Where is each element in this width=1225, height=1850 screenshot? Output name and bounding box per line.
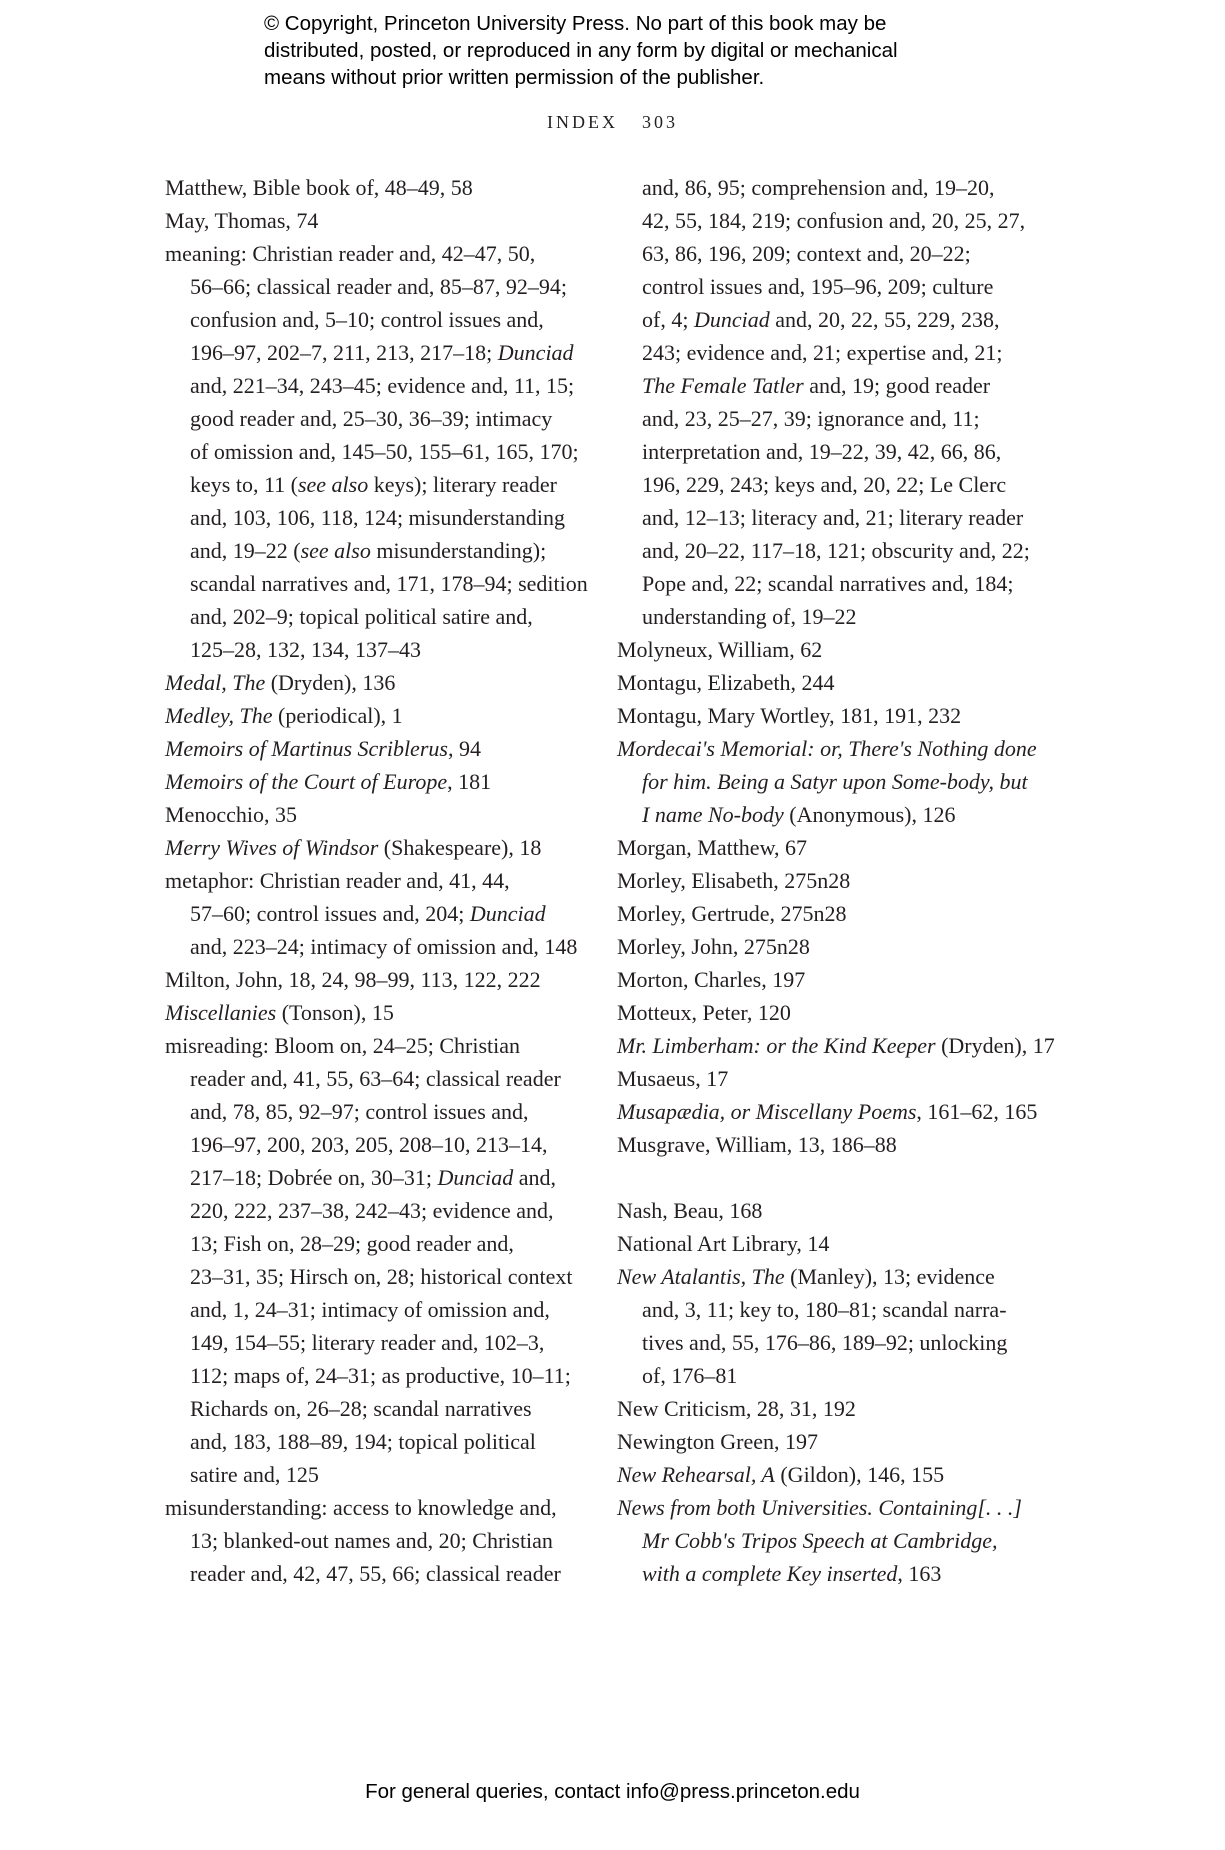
index-text: control issues and, 195–96, 209; culture — [642, 274, 994, 299]
index-text: metaphor: Christian reader and, 41, 44, — [165, 868, 510, 893]
index-text: interpretation and, 19–22, 39, 42, 66, 86, — [642, 439, 1002, 464]
index-text: (Dryden), 17 — [935, 1033, 1055, 1058]
index-text: misunderstanding: access to knowledge and, — [165, 1495, 557, 1520]
index-text: 13; blanked-out names and, 20; Christian — [190, 1528, 553, 1553]
index-line — [617, 666, 1055, 699]
italic-title: Memoirs of the Court of Europe — [165, 769, 448, 794]
index-line — [165, 1557, 588, 1590]
index-line — [617, 1260, 1055, 1293]
index-text: and, 202–9; topical political satire and, — [190, 604, 533, 629]
index-text: misreading: Bloom on, 24–25; Christian — [165, 1033, 521, 1058]
index-text: Menocchio, 35 — [165, 802, 297, 827]
italic-title: Medley, The — [165, 703, 273, 728]
index-text: reader and, 41, 55, 63–64; classical reader — [190, 1066, 561, 1091]
index-line — [165, 468, 588, 501]
index-line — [165, 1491, 588, 1524]
italic-title: Mr Cobb's Tripos Speech at Cambridge, — [642, 1528, 998, 1553]
index-column-left — [165, 171, 588, 1590]
index-line — [165, 501, 588, 534]
italic-title: Dunciad — [437, 1165, 514, 1190]
index-text: and, 221–34, 243–45; evidence and, 11, 15; — [190, 373, 575, 398]
italic-title: I name No-body — [642, 802, 784, 827]
index-text: 56–66; classical reader and, 85–87, 92–94; — [190, 274, 567, 299]
index-line — [165, 1524, 588, 1557]
italic-title: News from both Universities. Containing[. . .] — [617, 1495, 1022, 1520]
copyright-line: means without prior written permission of the publisher. — [264, 66, 765, 89]
index-text: and, 78, 85, 92–97; control issues and, — [190, 1099, 529, 1124]
index-entry — [617, 1392, 1055, 1425]
index-text: and, 86, 95; comprehension and, 19–20, — [642, 175, 995, 200]
index-line — [617, 1161, 1055, 1194]
index-entry — [617, 732, 1055, 831]
index-line — [617, 1557, 1055, 1590]
index-line — [165, 1260, 588, 1293]
index-line — [165, 1194, 588, 1227]
index-line — [165, 1458, 588, 1491]
index-text: Newington Green, 197 — [617, 1429, 819, 1454]
index-entry — [165, 831, 588, 864]
index-entry — [617, 1095, 1055, 1128]
index-text: and, 20–22, 117–18, 121; obscurity and, 22; — [642, 538, 1030, 563]
index-line — [165, 600, 588, 633]
index-text: 112; maps of, 24–31; as productive, 10–11; — [190, 1363, 571, 1388]
index-line — [165, 303, 588, 336]
index-text: (Shakespeare), 18 — [378, 835, 542, 860]
index-line — [617, 864, 1055, 897]
index-text: meaning: Christian reader and, 42–47, 50, — [165, 241, 536, 266]
copyright-notice — [264, 10, 898, 91]
index-entry — [617, 699, 1055, 732]
index-line — [617, 996, 1055, 1029]
italic-title: Miscellanies — [165, 1000, 277, 1025]
index-text: confusion and, 5–10; control issues and, — [190, 307, 544, 332]
index-line — [165, 237, 588, 270]
index-text: New Criticism, 28, 31, 192 — [617, 1396, 856, 1421]
index-entry — [617, 963, 1055, 996]
index-text: and, — [513, 1165, 556, 1190]
index-line — [165, 336, 588, 369]
index-entry — [165, 1029, 588, 1491]
index-line — [165, 765, 588, 798]
index-text: , 181 — [447, 769, 492, 794]
index-text: of, 4; — [642, 307, 694, 332]
index-line — [165, 996, 588, 1029]
index-text: and, 183, 188–89, 194; topical political — [190, 1429, 536, 1454]
index-line — [165, 567, 588, 600]
index-entry — [165, 666, 588, 699]
index-entry — [617, 1491, 1055, 1590]
index-text: Morton, Charles, 197 — [617, 967, 806, 992]
index-text: 23–31, 35; Hirsch on, 28; historical context — [190, 1264, 573, 1289]
index-line — [617, 831, 1055, 864]
index-text: Pope and, 22; scandal narratives and, 184; — [642, 571, 1014, 596]
index-text: , 163 — [897, 1561, 942, 1586]
index-text: and, 223–24; intimacy of omission and, 148 — [190, 934, 578, 959]
index-text: and, 20, 22, 55, 229, 238, — [769, 307, 1000, 332]
index-entry — [617, 864, 1055, 897]
italic-title: Dunciad — [469, 901, 546, 926]
italic-title: Mr. Limberham: or the Kind Keeper — [617, 1033, 936, 1058]
index-line — [617, 1095, 1055, 1128]
index-line — [617, 798, 1055, 831]
index-text: 63, 86, 196, 209; context and, 20–22; — [642, 241, 971, 266]
index-text: and, 3, 11; key to, 180–81; scandal narra- — [642, 1297, 1007, 1322]
copyright-line: © Copyright, Princeton University Press. No part of this book may be — [264, 12, 887, 35]
index-text: of, 176–81 — [642, 1363, 738, 1388]
running-head-title: INDEX — [547, 112, 618, 132]
index-line — [617, 1194, 1055, 1227]
index-entry — [165, 204, 588, 237]
index-text: Milton, John, 18, 24, 98–99, 113, 122, 222 — [165, 967, 541, 992]
index-line — [165, 1359, 588, 1392]
index-line — [617, 930, 1055, 963]
index-line — [617, 402, 1055, 435]
index-line — [165, 270, 588, 303]
index-line — [617, 1326, 1055, 1359]
index-line — [617, 171, 1055, 204]
index-line — [617, 600, 1055, 633]
index-text: Montagu, Elizabeth, 244 — [617, 670, 835, 695]
index-text: scandal narratives and, 171, 178–94; sedition — [190, 571, 588, 596]
index-line — [165, 930, 588, 963]
index-text: and, 103, 106, 118, 124; misunderstanding — [190, 505, 565, 530]
index-line — [617, 468, 1055, 501]
index-line — [617, 336, 1055, 369]
index-line — [165, 864, 588, 897]
italic-title: New Atalantis, The — [617, 1264, 785, 1289]
index-text: of omission and, 145–50, 155–61, 165, 170; — [190, 439, 579, 464]
index-entry — [617, 1194, 1055, 1227]
index-line — [617, 699, 1055, 732]
italic-title: with a complete Key inserted — [642, 1561, 898, 1586]
page-number: 303 — [642, 112, 678, 132]
index-line — [617, 1392, 1055, 1425]
index-line — [165, 1029, 588, 1062]
italic-title: see also — [297, 472, 369, 497]
index-entry — [617, 930, 1055, 963]
index-line — [165, 699, 588, 732]
index-text: , 94 — [447, 736, 481, 761]
index-text: National Art Library, 14 — [617, 1231, 830, 1256]
index-entry — [617, 1029, 1055, 1062]
index-text: Musaeus, 17 — [617, 1066, 729, 1091]
index-entry — [165, 171, 588, 204]
index-text: good reader and, 25–30, 36–39; intimacy — [190, 406, 553, 431]
index-entry — [165, 732, 588, 765]
index-entry — [165, 765, 588, 798]
index-text: Molyneux, William, 62 — [617, 637, 823, 662]
index-text: 220, 222, 237–38, 242–43; evidence and, — [190, 1198, 554, 1223]
italic-title: Dunciad — [497, 340, 574, 365]
index-entry — [617, 1425, 1055, 1458]
index-entry — [617, 831, 1055, 864]
index-line — [617, 204, 1055, 237]
index-text: , 161–62, 165 — [916, 1099, 1038, 1124]
index-entry — [617, 1227, 1055, 1260]
index-entry — [617, 1062, 1055, 1095]
index-line — [165, 1293, 588, 1326]
index-column-right — [617, 171, 1055, 1590]
index-line — [617, 435, 1055, 468]
index-entry — [617, 996, 1055, 1029]
index-line — [165, 1062, 588, 1095]
index-text: Motteux, Peter, 120 — [617, 1000, 791, 1025]
index-entry — [617, 666, 1055, 699]
index-entry — [165, 237, 588, 666]
italic-title: Memoirs of Martinus Scriblerus — [165, 736, 448, 761]
index-line — [165, 435, 588, 468]
index-text: Richards on, 26–28; scandal narratives — [190, 1396, 532, 1421]
index-text: and, 12–13; literacy and, 21; literary reader — [642, 505, 1024, 530]
index-text: and, 19–22 ( — [190, 538, 301, 563]
index-entry — [617, 633, 1055, 666]
index-line — [165, 1425, 588, 1458]
index-entry — [165, 699, 588, 732]
index-text: and, 23, 25–27, 39; ignorance and, 11; — [642, 406, 980, 431]
index-text: 243; evidence and, 21; expertise and, 21; — [642, 340, 1003, 365]
index-entry — [617, 1128, 1055, 1161]
index-line — [617, 1128, 1055, 1161]
index-line — [617, 237, 1055, 270]
index-text: 196, 229, 243; keys and, 20, 22; Le Clerc — [642, 472, 1007, 497]
index-text: reader and, 42, 47, 55, 66; classical reader — [190, 1561, 561, 1586]
index-line — [617, 1425, 1055, 1458]
index-text: 196–97, 200, 203, 205, 208–10, 213–14, — [190, 1132, 548, 1157]
index-text: keys to, 11 ( — [190, 472, 298, 497]
italic-title: Musapædia, or Miscellany Poems — [617, 1099, 917, 1124]
index-entry — [617, 1260, 1055, 1392]
index-text: Morley, Gertrude, 275n28 — [617, 901, 847, 926]
index-text: 217–18; Dobrée on, 30–31; — [190, 1165, 438, 1190]
index-text: and, 19; good reader — [803, 373, 991, 398]
index-line — [617, 765, 1055, 798]
index-line — [165, 1128, 588, 1161]
index-line — [165, 402, 588, 435]
index-line — [165, 732, 588, 765]
italic-title: Mordecai's Memorial: or, There's Nothing done — [617, 736, 1037, 761]
index-text: understanding of, 19–22 — [642, 604, 857, 629]
index-text: 196–97, 202–7, 211, 213, 217–18; — [190, 340, 498, 365]
italic-title: see also — [300, 538, 371, 563]
index-entry — [617, 897, 1055, 930]
index-line — [617, 1458, 1055, 1491]
index-text: Musgrave, William, 13, 186–88 — [617, 1132, 897, 1157]
index-line — [617, 369, 1055, 402]
index-entry — [165, 798, 588, 831]
italic-title: Medal, The — [165, 670, 266, 695]
index-text: (Manley), 13; evidence — [784, 1264, 995, 1289]
index-line — [617, 1524, 1055, 1557]
index-text: (periodical), 1 — [272, 703, 403, 728]
copyright-line: distributed, posted, or reproduced in any form by digital or mechanical — [264, 39, 898, 62]
index-line — [165, 1392, 588, 1425]
index-text: Morgan, Matthew, 67 — [617, 835, 808, 860]
italic-title: Dunciad — [693, 307, 770, 332]
index-line — [165, 633, 588, 666]
index-text: 57–60; control issues and, 204; — [190, 901, 470, 926]
index-line — [165, 1095, 588, 1128]
index-text: Morley, John, 275n28 — [617, 934, 810, 959]
index-text: (Tonson), 15 — [276, 1000, 394, 1025]
index-line — [165, 897, 588, 930]
index-text: Matthew, Bible book of, 48–49, 58 — [165, 175, 473, 200]
index-text: May, Thomas, 74 — [165, 208, 319, 233]
index-line — [617, 633, 1055, 666]
index-line — [165, 831, 588, 864]
footer-contact: For general queries, contact info@press.princeton.edu — [365, 1780, 860, 1803]
index-text: Montagu, Mary Wortley, 181, 191, 232 — [617, 703, 962, 728]
index-line — [165, 534, 588, 567]
index-text: (Dryden), 136 — [265, 670, 396, 695]
index-line — [617, 1359, 1055, 1392]
index-line — [165, 1227, 588, 1260]
index-line — [617, 1029, 1055, 1062]
index-line — [165, 204, 588, 237]
index-line — [617, 270, 1055, 303]
index-line — [617, 534, 1055, 567]
index-entry — [617, 1458, 1055, 1491]
index-line — [165, 1161, 588, 1194]
italic-title: The Female Tatler — [642, 373, 804, 398]
index-line — [617, 1062, 1055, 1095]
index-text: keys); literary reader — [368, 472, 557, 497]
index-text: 125–28, 132, 134, 137–43 — [190, 637, 421, 662]
index-text: misunderstanding); — [370, 538, 547, 563]
index-text: Nash, Beau, 168 — [617, 1198, 763, 1223]
index-line — [165, 171, 588, 204]
index-line — [617, 567, 1055, 600]
index-text: satire and, 125 — [190, 1462, 319, 1487]
index-text: and, 1, 24–31; intimacy of omission and, — [190, 1297, 550, 1322]
index-text: Morley, Elisabeth, 275n28 — [617, 868, 851, 893]
index-entry — [165, 864, 588, 963]
index-line — [165, 963, 588, 996]
index-text: (Gildon), 146, 155 — [774, 1462, 945, 1487]
italic-title: for him. Being a Satyr upon Some-body, but — [642, 769, 1028, 794]
index-line — [165, 369, 588, 402]
index-line — [617, 303, 1055, 336]
index-text: 13; Fish on, 28–29; good reader and, — [190, 1231, 514, 1256]
index-entry — [165, 1491, 588, 1590]
index-line — [165, 666, 588, 699]
index-entry — [165, 963, 588, 996]
index-text: (Anonymous), 126 — [783, 802, 956, 827]
index-line — [617, 1491, 1055, 1524]
index-text: tives and, 55, 176–86, 189–92; unlocking — [642, 1330, 1008, 1355]
index-line — [165, 798, 588, 831]
index-text: 42, 55, 184, 219; confusion and, 20, 25, 27, — [642, 208, 1026, 233]
index-entry — [165, 996, 588, 1029]
index-line — [165, 1326, 588, 1359]
italic-title: Merry Wives of Windsor — [165, 835, 379, 860]
index-text: 149, 154–55; literary reader and, 102–3, — [190, 1330, 545, 1355]
index-entry — [617, 1161, 1055, 1194]
index-entry — [617, 171, 1055, 633]
index-line — [617, 1293, 1055, 1326]
index-line — [617, 1227, 1055, 1260]
index-line — [617, 897, 1055, 930]
index-line — [617, 732, 1055, 765]
italic-title: New Rehearsal, A — [617, 1462, 775, 1487]
index-line — [617, 501, 1055, 534]
running-head — [0, 112, 1225, 133]
index-line — [617, 963, 1055, 996]
